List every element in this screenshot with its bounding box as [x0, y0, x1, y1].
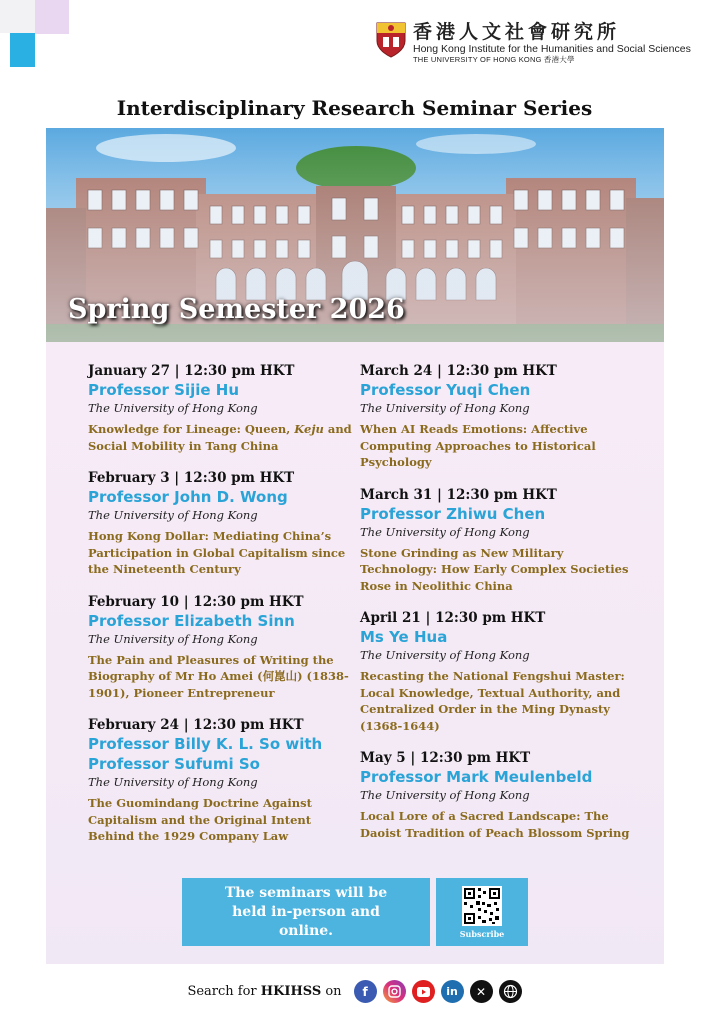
event-speaker: Professor Mark Meulenbeld	[360, 768, 593, 786]
hku-crest-icon	[375, 21, 407, 59]
event-affiliation: The University of Hong Kong	[88, 775, 258, 789]
event-date: February 10 | 12:30 pm HKT	[88, 593, 304, 610]
event-date: May 5 | 12:30 pm HKT	[360, 750, 531, 766]
event-date: January 27 | 12:30 pm HKT	[88, 363, 295, 379]
event-title: Local Lore of a Sacred Landscape: The Daoist Tradition of Peach Blossom Spring	[360, 809, 630, 840]
event-speaker: Professor John D. Wong	[88, 488, 288, 506]
schedule-column-right	[360, 362, 630, 856]
event-affiliation: The University of Hong Kong	[88, 401, 258, 415]
corner-decoration-lilac	[35, 0, 69, 34]
event-speaker: Professor Elizabeth Sinn	[88, 611, 295, 630]
event-affiliation: The University of Hong Kong	[360, 524, 530, 539]
event-title: Stone Grinding as New Military Technology: How Early Complex Societies Rose in Neolithic China	[360, 545, 629, 593]
hero-banner	[46, 128, 664, 342]
subscribe-label: Subscribe	[459, 929, 505, 939]
event-title: Recasting the National Fengshui Master: Local Knowledge, Textual Authority, and Centralized Order in the Ming Dynasty (1368-1644)	[360, 669, 625, 733]
event-item	[360, 609, 630, 734]
event-item	[88, 716, 358, 845]
series-title: Interdisciplinary Research Seminar Series	[116, 96, 593, 120]
event-date: February 3 | 12:30 pm HKT	[88, 470, 295, 486]
institute-name-english: Hong Kong Institute for the Humanities and Social Sciences	[413, 43, 691, 55]
hybrid-notice	[182, 878, 430, 946]
event-item	[360, 362, 630, 471]
notice-text: The seminars will be held in-person and online.	[224, 884, 388, 939]
corner-decoration-grey	[0, 0, 35, 33]
university-name: THE UNIVERSITY OF HONG KONG 香港大學	[413, 55, 575, 64]
instagram-icon[interactable]	[383, 980, 406, 1003]
event-affiliation: The University of Hong Kong	[360, 648, 530, 662]
event-title: Knowledge for Lineage: Queen, Keju and Social Mobility in Tang China	[88, 422, 352, 453]
facebook-icon[interactable]: f	[354, 980, 377, 1003]
event-item	[360, 749, 630, 841]
event-title: When AI Reads Emotions: Affective Computing Approaches to Historical Psychology	[360, 422, 596, 469]
event-item	[360, 486, 630, 595]
x-icon[interactable]: ✕	[470, 980, 493, 1003]
event-item	[88, 469, 358, 578]
event-speaker: Professor Sijie Hu	[88, 381, 240, 399]
footer	[0, 980, 709, 1003]
event-item	[88, 593, 358, 702]
event-speaker: Ms Ye Hua	[360, 628, 448, 646]
seminar-schedule-panel	[46, 342, 664, 964]
event-date: March 31 | 12:30 pm HKT	[360, 486, 557, 503]
youtube-icon[interactable]	[412, 980, 435, 1003]
event-affiliation: The University of Hong Kong	[360, 401, 530, 415]
event-affiliation: The University of Hong Kong	[88, 631, 258, 646]
event-date: April 21 | 12:30 pm HKT	[360, 610, 546, 626]
event-title: The Guomindang Doctrine Against Capitalism and the Original Intent Behind the 1929 Company Law	[88, 796, 312, 843]
event-item	[88, 362, 358, 454]
event-speaker: Professor Zhiwu Chen	[360, 504, 546, 523]
corner-decoration-blue	[10, 33, 35, 67]
event-date: February 24 | 12:30 pm HKT	[88, 717, 304, 733]
schedule-column-left	[88, 362, 358, 860]
footer-search-text: Search for HKIHSS on	[187, 984, 342, 999]
institute-logo[interactable]	[375, 21, 691, 65]
event-affiliation: The University of Hong Kong	[88, 508, 258, 522]
semester-title: Spring Semester 2026	[68, 294, 405, 325]
event-date: March 24 | 12:30 pm HKT	[360, 363, 557, 379]
event-title: The Pain and Pleasures of Writing the Biography of Mr Ho Amei (何崑山) (1838-1901), Pioneer Entrepreneur	[88, 652, 349, 700]
event-title: Hong Kong Dollar: Mediating China’s Participation in Global Capitalism since the Nineteenth Century	[88, 529, 346, 576]
web-icon[interactable]	[499, 980, 522, 1003]
qr-code-icon	[462, 886, 502, 926]
linkedin-icon[interactable]: in	[441, 980, 464, 1003]
event-speaker: Professor Billy K. L. So with Professor Sufumi So	[88, 735, 323, 773]
subscribe-button[interactable]	[436, 878, 528, 946]
event-affiliation: The University of Hong Kong	[360, 788, 530, 802]
event-speaker: Professor Yuqi Chen	[360, 381, 531, 399]
institute-name-chinese: 香港人文社會研究所	[413, 21, 621, 43]
